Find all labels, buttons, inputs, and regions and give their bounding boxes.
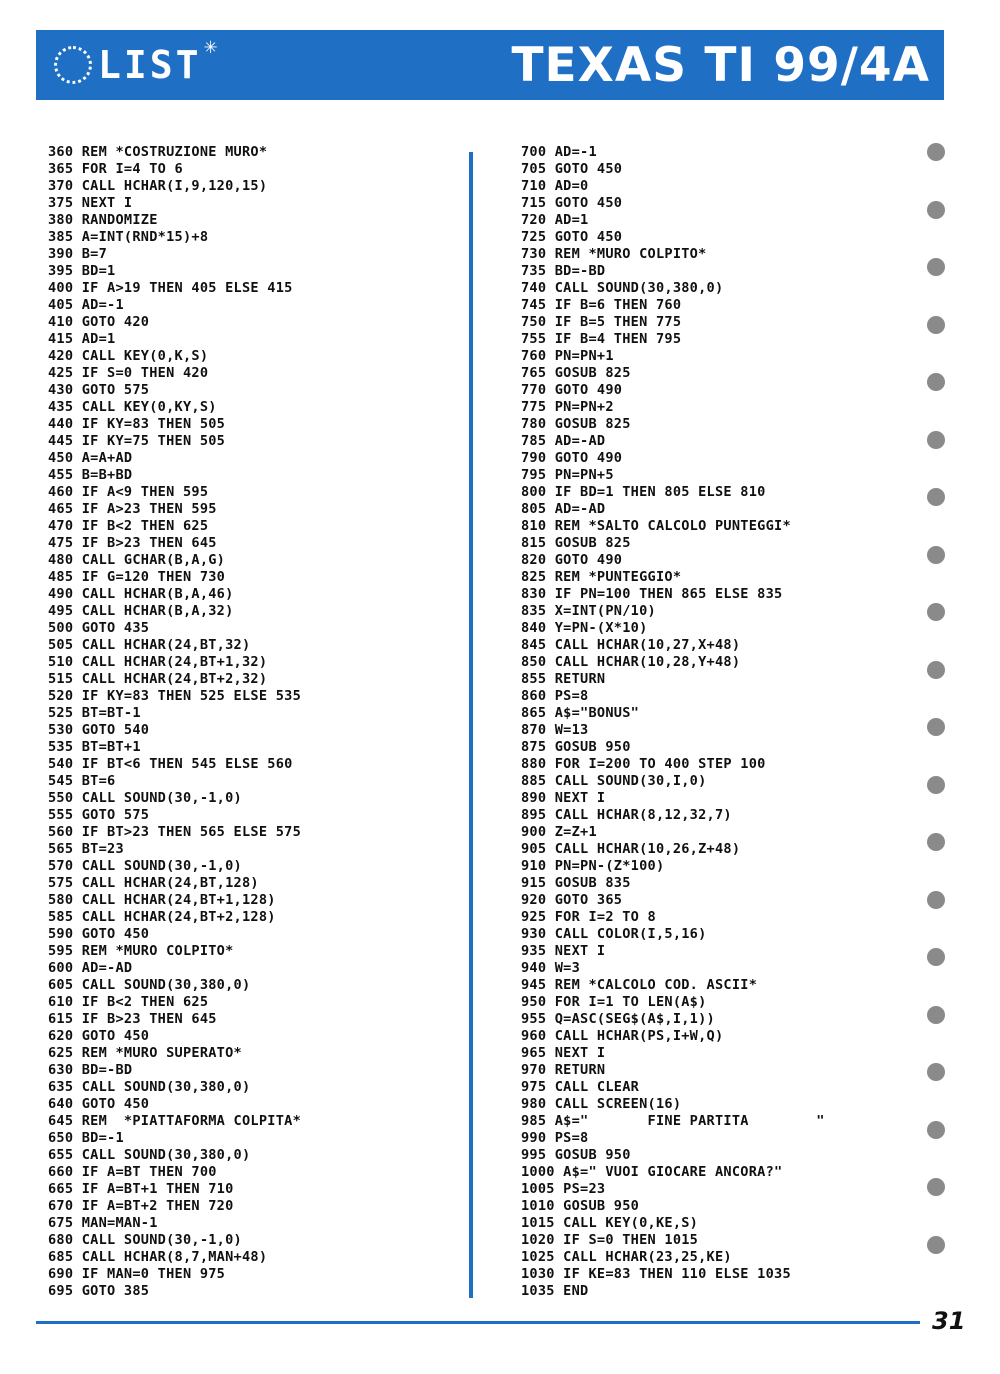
code-line: 385 A=INT(RND*15)+8 — [48, 229, 209, 245]
code-line: 680 CALL SOUND(30,-1,0) — [48, 1232, 242, 1248]
code-line: 365 FOR I=4 TO 6 — [48, 161, 183, 177]
code-line: 835 X=INT(PN/10) — [521, 603, 656, 619]
code-line: 645 REM *PIATTAFORMA COLPITA* — [48, 1113, 302, 1129]
sparkle-icon: ✳ — [204, 34, 218, 59]
code-line: 370 CALL HCHAR(I,9,120,15) — [48, 178, 268, 194]
code-line: 795 PN=PN+5 — [521, 467, 614, 483]
binder-hole-icon — [927, 1121, 945, 1139]
code-line: 450 A=A+AD — [48, 450, 133, 466]
code-line: 995 GOSUB 950 — [521, 1147, 631, 1163]
code-line: 435 CALL KEY(0,KY,S) — [48, 399, 217, 415]
code-line: 665 IF A=BT+1 THEN 710 — [48, 1181, 234, 1197]
code-line: 490 CALL HCHAR(B,A,46) — [48, 586, 234, 602]
code-line: 755 IF B=4 THEN 795 — [521, 331, 682, 347]
code-line: 920 GOTO 365 — [521, 892, 623, 908]
code-line: 535 BT=BT+1 — [48, 739, 141, 755]
code-line: 865 A$="BONUS" — [521, 705, 640, 721]
code-line: 895 CALL HCHAR(8,12,32,7) — [521, 807, 732, 823]
code-line: 785 AD=-AD — [521, 433, 606, 449]
binder-hole-icon — [927, 1006, 945, 1024]
code-line: 545 BT=6 — [48, 773, 116, 789]
binder-hole-icon — [927, 833, 945, 851]
code-line: 670 IF A=BT+2 THEN 720 — [48, 1198, 234, 1214]
code-line: 560 IF BT>23 THEN 565 ELSE 575 — [48, 824, 302, 840]
code-line: 1005 PS=23 — [521, 1181, 606, 1197]
column-divider — [469, 152, 473, 1298]
code-line: 750 IF B=5 THEN 775 — [521, 314, 682, 330]
code-line: 375 NEXT I — [48, 195, 133, 211]
code-line: 765 GOSUB 825 — [521, 365, 631, 381]
code-line: 695 GOTO 385 — [48, 1283, 150, 1299]
binder-hole-icon — [927, 431, 945, 449]
binder-hole-icon — [927, 258, 945, 276]
code-line: 585 CALL HCHAR(24,BT+2,128) — [48, 909, 276, 925]
code-line: 790 GOTO 490 — [521, 450, 623, 466]
code-line: 580 CALL HCHAR(24,BT+1,128) — [48, 892, 276, 908]
binder-hole-icon — [927, 201, 945, 219]
code-line: 905 CALL HCHAR(10,26,Z+48) — [521, 841, 741, 857]
code-line: 1030 IF KE=83 THEN 110 ELSE 1035 — [521, 1266, 791, 1282]
code-line: 550 CALL SOUND(30,-1,0) — [48, 790, 242, 806]
binder-hole-icon — [927, 603, 945, 621]
code-line: 820 GOTO 490 — [521, 552, 623, 568]
binder-hole-icon — [927, 143, 945, 161]
code-line: 570 CALL SOUND(30,-1,0) — [48, 858, 242, 874]
code-line: 455 B=B+BD — [48, 467, 133, 483]
code-line: 620 GOTO 450 — [48, 1028, 150, 1044]
code-line: 575 CALL HCHAR(24,BT,128) — [48, 875, 259, 891]
code-line: 980 CALL SCREEN(16) — [521, 1096, 682, 1112]
code-line: 595 REM *MURO COLPITO* — [48, 943, 234, 959]
code-line: 825 REM *PUNTEGGIO* — [521, 569, 682, 585]
binder-hole-icon — [927, 776, 945, 794]
code-line: 830 IF PN=100 THEN 865 ELSE 835 — [521, 586, 783, 602]
code-line: 1010 GOSUB 950 — [521, 1198, 640, 1214]
code-line: 445 IF KY=75 THEN 505 — [48, 433, 226, 449]
binder-holes — [925, 140, 949, 1300]
code-line: 390 B=7 — [48, 246, 108, 262]
code-line: 805 AD=-AD — [521, 501, 606, 517]
code-line: 715 GOTO 450 — [521, 195, 623, 211]
code-line: 480 CALL GCHAR(B,A,G) — [48, 552, 226, 568]
code-line: 890 NEXT I — [521, 790, 606, 806]
code-line: 615 IF B>23 THEN 645 — [48, 1011, 217, 1027]
code-line: 910 PN=PN-(Z*100) — [521, 858, 665, 874]
code-line: 875 GOSUB 950 — [521, 739, 631, 755]
code-line: 625 REM *MURO SUPERATO* — [48, 1045, 242, 1061]
code-line: 915 GOSUB 835 — [521, 875, 631, 891]
code-line: 730 REM *MURO COLPITO* — [521, 246, 707, 262]
code-line: 500 GOTO 435 — [48, 620, 150, 636]
code-line: 380 RANDOMIZE — [48, 212, 158, 228]
code-line: 710 AD=0 — [521, 178, 589, 194]
code-line: 1015 CALL KEY(0,KE,S) — [521, 1215, 699, 1231]
code-line: 880 FOR I=200 TO 400 STEP 100 — [521, 756, 766, 772]
code-line: 700 AD=-1 — [521, 144, 597, 160]
binder-hole-icon — [927, 316, 945, 334]
code-line: 460 IF A<9 THEN 595 — [48, 484, 209, 500]
code-line: 630 BD=-BD — [48, 1062, 133, 1078]
binder-hole-icon — [927, 1178, 945, 1196]
binder-hole-icon — [927, 1236, 945, 1254]
code-line: 770 GOTO 490 — [521, 382, 623, 398]
code-line: 985 A$=" FINE PARTITA " — [521, 1113, 825, 1129]
code-line: 955 Q=ASC(SEG$(A$,I,1)) — [521, 1011, 715, 1027]
code-line: 555 GOTO 575 — [48, 807, 150, 823]
code-line: 760 PN=PN+1 — [521, 348, 614, 364]
code-line: 855 RETURN — [521, 671, 606, 687]
binder-hole-icon — [927, 373, 945, 391]
code-line: 740 CALL SOUND(30,380,0) — [521, 280, 724, 296]
code-line: 600 AD=-AD — [48, 960, 133, 976]
code-line: 475 IF B>23 THEN 645 — [48, 535, 217, 551]
code-line: 850 CALL HCHAR(10,28,Y+48) — [521, 654, 741, 670]
code-line: 735 BD=-BD — [521, 263, 606, 279]
code-line: 870 W=13 — [521, 722, 589, 738]
code-line: 745 IF B=6 THEN 760 — [521, 297, 682, 313]
code-line: 705 GOTO 450 — [521, 161, 623, 177]
code-line: 540 IF BT<6 THEN 545 ELSE 560 — [48, 756, 293, 772]
binder-hole-icon — [927, 1063, 945, 1081]
code-line: 900 Z=Z+1 — [521, 824, 597, 840]
binder-hole-icon — [927, 948, 945, 966]
binder-hole-icon — [927, 546, 945, 564]
code-line: 945 REM *CALCOLO COD. ASCII* — [521, 977, 758, 993]
code-line: 925 FOR I=2 TO 8 — [521, 909, 656, 925]
code-line: 395 BD=1 — [48, 263, 116, 279]
code-line: 720 AD=1 — [521, 212, 589, 228]
code-line: 675 MAN=MAN-1 — [48, 1215, 158, 1231]
code-line: 885 CALL SOUND(30,I,0) — [521, 773, 707, 789]
code-line: 990 PS=8 — [521, 1130, 589, 1146]
code-line: 1025 CALL HCHAR(23,25,KE) — [521, 1249, 732, 1265]
code-line: 525 BT=BT-1 — [48, 705, 141, 721]
code-line: 465 IF A>23 THEN 595 — [48, 501, 217, 517]
code-line: 1020 IF S=0 THEN 1015 — [521, 1232, 699, 1248]
footer-rule — [36, 1321, 920, 1324]
code-line: 660 IF A=BT THEN 700 — [48, 1164, 217, 1180]
code-line: 410 GOTO 420 — [48, 314, 150, 330]
code-line: 405 AD=-1 — [48, 297, 124, 313]
code-line: 1035 END — [521, 1283, 589, 1299]
code-line: 860 PS=8 — [521, 688, 589, 704]
code-line: 430 GOTO 575 — [48, 382, 150, 398]
code-line: 610 IF B<2 THEN 625 — [48, 994, 209, 1010]
code-line: 415 AD=1 — [48, 331, 116, 347]
code-line: 690 IF MAN=0 THEN 975 — [48, 1266, 226, 1282]
binder-hole-icon — [927, 891, 945, 909]
code-line: 950 FOR I=1 TO LEN(A$) — [521, 994, 707, 1010]
code-line: 520 IF KY=83 THEN 525 ELSE 535 — [48, 688, 302, 704]
code-line: 650 BD=-1 — [48, 1130, 124, 1146]
code-line: 470 IF B<2 THEN 625 — [48, 518, 209, 534]
code-line: 685 CALL HCHAR(8,7,MAN+48) — [48, 1249, 268, 1265]
page-title: TEXAS TI 99/4A — [511, 38, 930, 93]
code-line: 590 GOTO 450 — [48, 926, 150, 942]
logo-text: LIST — [98, 43, 202, 87]
code-line: 800 IF BD=1 THEN 805 ELSE 810 — [521, 484, 766, 500]
code-line: 930 CALL COLOR(I,5,16) — [521, 926, 707, 942]
code-line: 640 GOTO 450 — [48, 1096, 150, 1112]
code-line: 810 REM *SALTO CALCOLO PUNTEGGI* — [521, 518, 791, 534]
code-line: 485 IF G=120 THEN 730 — [48, 569, 226, 585]
code-line: 935 NEXT I — [521, 943, 606, 959]
code-line: 725 GOTO 450 — [521, 229, 623, 245]
code-line: 505 CALL HCHAR(24,BT,32) — [48, 637, 251, 653]
code-line: 440 IF KY=83 THEN 505 — [48, 416, 226, 432]
code-line: 815 GOSUB 825 — [521, 535, 631, 551]
code-line: 565 BT=23 — [48, 841, 124, 857]
page-header — [36, 30, 944, 100]
listing-left-column — [48, 144, 301, 1300]
code-line: 400 IF A>19 THEN 405 ELSE 415 — [48, 280, 293, 296]
code-line: 775 PN=PN+2 — [521, 399, 614, 415]
code-line: 965 NEXT I — [521, 1045, 606, 1061]
code-line: 940 W=3 — [521, 960, 581, 976]
code-line: 605 CALL SOUND(30,380,0) — [48, 977, 251, 993]
code-line: 635 CALL SOUND(30,380,0) — [48, 1079, 251, 1095]
code-line: 1000 A$=" VUOI GIOCARE ANCORA?" — [521, 1164, 783, 1180]
binder-hole-icon — [927, 488, 945, 506]
code-line: 840 Y=PN-(X*10) — [521, 620, 648, 636]
listing-right-column — [521, 144, 825, 1300]
binder-hole-icon — [927, 661, 945, 679]
code-line: 515 CALL HCHAR(24,BT+2,32) — [48, 671, 268, 687]
code-line: 975 CALL CLEAR — [521, 1079, 640, 1095]
code-line: 970 RETURN — [521, 1062, 606, 1078]
list-logo — [54, 34, 218, 90]
code-line: 655 CALL SOUND(30,380,0) — [48, 1147, 251, 1163]
ball-icon — [54, 46, 92, 84]
page-number: 31 — [932, 1307, 966, 1335]
code-line: 425 IF S=0 THEN 420 — [48, 365, 209, 381]
code-line: 960 CALL HCHAR(PS,I+W,Q) — [521, 1028, 724, 1044]
code-line: 530 GOTO 540 — [48, 722, 150, 738]
code-line: 845 CALL HCHAR(10,27,X+48) — [521, 637, 741, 653]
code-line: 360 REM *COSTRUZIONE MURO* — [48, 144, 268, 160]
code-line: 495 CALL HCHAR(B,A,32) — [48, 603, 234, 619]
binder-hole-icon — [927, 718, 945, 736]
code-line: 420 CALL KEY(0,K,S) — [48, 348, 209, 364]
code-line: 780 GOSUB 825 — [521, 416, 631, 432]
code-line: 510 CALL HCHAR(24,BT+1,32) — [48, 654, 268, 670]
